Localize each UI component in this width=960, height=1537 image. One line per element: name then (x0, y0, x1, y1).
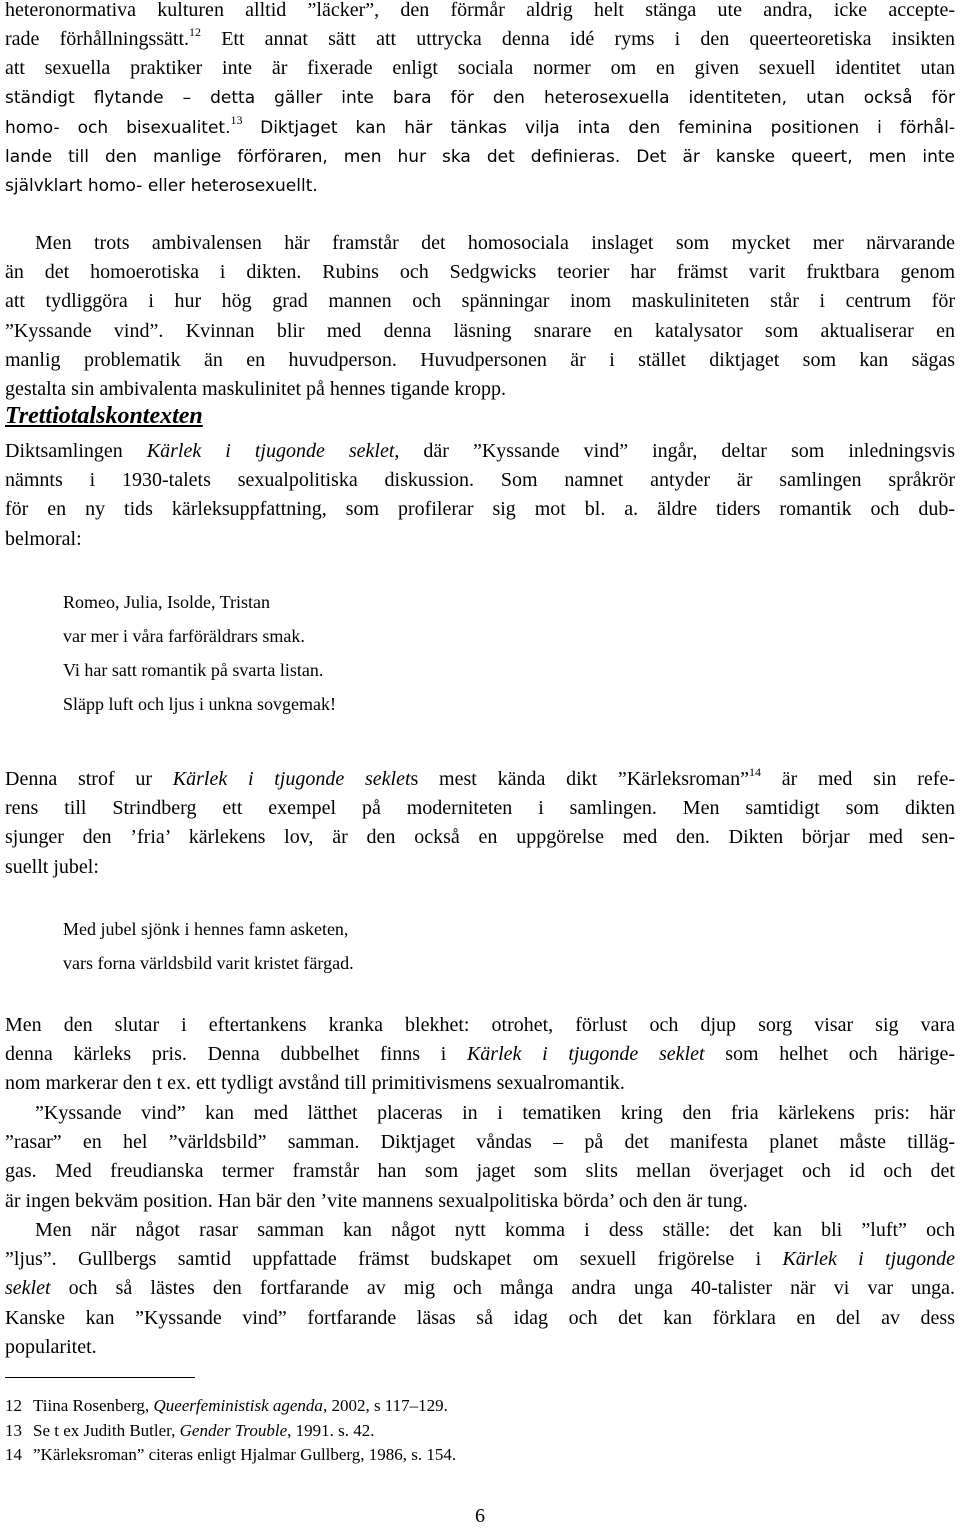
footnote-separator (5, 1377, 195, 1378)
text-line: Men den slutar i eftertankens kranka blekhet: otrohet, förlust och djup sorg visar sig vara (5, 1014, 955, 1036)
footnote-ref: 14 (748, 765, 761, 779)
text-line: är ingen bekväm position. Han bär den ’vite mannens sexualpolitiska börda’ och den är tung. (5, 1189, 748, 1212)
footnote-ref: 12 (189, 25, 202, 40)
book-title: Kärlek i tjugonde seklet (172, 768, 411, 790)
paragraph (5, 1011, 955, 1099)
text-span: som helhet och härige- (704, 1043, 955, 1066)
text-span: är med sin refe- (760, 768, 955, 790)
footnote-number: 12 (5, 1396, 22, 1415)
text-line (5, 25, 955, 54)
text-span: rade förhållningssätt. (5, 28, 190, 51)
text-line: rens till Strindberg ett exempel på moderniteten i samlingen. Men samtidigt som dikten (5, 797, 955, 820)
poem-line: Med jubel sjönk i hennes famn asketen, (63, 919, 349, 939)
text-span: Tiina Rosenberg, (33, 1396, 154, 1415)
text-line (5, 437, 955, 466)
text-span: ”Kärleksroman” citeras enligt Hjalmar Gullberg, 1986, s. 154. (33, 1445, 457, 1464)
text-span: homo- och bisexualitet. (5, 117, 231, 138)
text-line (5, 765, 955, 794)
text-span: s mest kända dikt ”Kärleksroman” (410, 768, 749, 790)
text-span: ”ljus”. Gullbergs samtid uppfattade främst budskapet om sexuell frigörelse i (5, 1248, 783, 1271)
text-line (5, 1245, 955, 1274)
text-line (5, 1274, 955, 1303)
footnotes (5, 1394, 456, 1468)
text-line: gas. Med freudianska termer framstår han som jaget som slits mellan överjaget och id och det (5, 1160, 955, 1183)
poem-line: var mer i våra farföräldrars smak. (63, 626, 305, 646)
paragraph (5, 1216, 955, 1362)
text-line: nom markerar den t ex. ett tydligt avstånd till primitivismens sexualromantik. (5, 1072, 625, 1095)
text-line: självklart homo- eller heterosexuellt. (5, 176, 318, 197)
footnote-number: 14 (5, 1445, 22, 1464)
text-line: Men när något rasar samman kan något nytt komma i dess ställe: det kan bli ”luft” och (35, 1219, 955, 1241)
text-span: denna kärleks pris. Denna dubbelhet finns i (5, 1043, 467, 1066)
footnote (5, 1443, 456, 1468)
book-title: Kärlek i tjugonde seklet (146, 440, 395, 462)
text-line: lande till den manlige förföraren, men hur ska det definieras. Det är kanske queert, men inte (5, 147, 955, 168)
text-span: , 1991. s. 42. (287, 1420, 375, 1440)
page-number: 6 (475, 1505, 485, 1527)
book-title: seklet (5, 1277, 51, 1300)
text-line: ”rasar” en hel ”världsbild” samman. Diktjaget våndas – på det manifesta planet måste tilläg- (5, 1131, 955, 1154)
paragraph (5, 0, 955, 201)
poem-quote (63, 585, 336, 721)
text-line: heteronormativa kulturen alltid ”läcker”, den förmår aldrig helt stänga ute andra, icke accepte- (5, 0, 955, 21)
poem-line: Vi har satt romantik på svarta listan. (63, 660, 324, 680)
text-line: suellt jubel: (5, 855, 99, 878)
footnote-ref: 13 (230, 112, 243, 127)
footnote-number: 13 (5, 1420, 22, 1440)
poem-line: Släpp luft och ljus i unkna sovgemak! (63, 694, 336, 714)
paragraph (5, 765, 955, 882)
book-title: Kärlek i tjugonde (782, 1248, 956, 1271)
text-span: , 2002, s 117–129. (322, 1396, 448, 1415)
text-line: att tydliggöra i hur hög grad mannen och spänningar inom maskuliniteten står i centrum för (5, 290, 955, 313)
book-title: Gender Trouble (179, 1420, 288, 1440)
text-line: för en ny tids kärleksuppfattning, som profilerar sig mot bl. a. äldre tiders romantik och dub- (5, 498, 955, 521)
footnote (5, 1419, 456, 1444)
paragraph (5, 1099, 955, 1216)
text-line: Kanske kan ”Kyssande vind” fortfarande läsas så idag och det kan förklara en del av dess (5, 1306, 955, 1329)
paragraph (5, 437, 955, 554)
text-line: manlig problematik än en huvudperson. Huvudpersonen är i stället diktjaget som kan sägas (5, 348, 955, 371)
text-span: Ett annat sätt att uttrycka denna idé ryms i den queerteoretiska insikten (221, 28, 956, 51)
section-heading: Trettiotalskontexten (5, 403, 203, 429)
text-line: gestalta sin ambivalenta maskulinitet på hennes tigande kropp. (5, 378, 506, 401)
poem-quote (63, 912, 354, 980)
text-line: sjunger den ’fria’ kärlekens lov, är den också en uppgörelse med den. Dikten börjar med sen- (5, 826, 955, 849)
text-span: Se t ex Judith Butler, (33, 1420, 180, 1440)
text-line: ”Kyssande vind”. Kvinnan blir med denna läsning snarare en katalysator som aktualiserar en (5, 319, 955, 342)
text-line (5, 113, 955, 143)
text-line: ständigt flytande – detta gäller inte bara för den heterosexuella identiteten, utan också för (5, 87, 955, 108)
text-line: ”Kyssande vind” kan med lätthet placeras in i tematiken kring den fria kärlekens pris: här (35, 1102, 955, 1124)
paragraph (5, 229, 955, 404)
book-title: Kärlek i tjugonde seklet (466, 1043, 705, 1066)
text-line: Men trots ambivalensen här framstår det homosociala inslaget som mycket mer närvarande (35, 232, 955, 254)
footnote (5, 1394, 456, 1419)
text-line: popularitet. (5, 1335, 97, 1358)
text-span: Diktsamlingen (5, 440, 147, 462)
poem-line: Romeo, Julia, Isolde, Tristan (63, 592, 271, 612)
poem-line: vars forna världsbild varit kristet färgad. (63, 953, 354, 973)
text-line: än det homoerotiska i dikten. Rubins och Sedgwicks teorier har främst varit fruktbara genom (5, 261, 955, 284)
book-title: Queerfeministisk agenda (153, 1396, 323, 1415)
text-span: , där ”Kyssande vind” ingår, deltar som inledningsvis (394, 440, 956, 462)
text-span: Denna strof ur (5, 768, 173, 790)
text-span: Diktjaget kan här tänkas vilja inta den feminina positionen i förhål- (260, 117, 956, 138)
text-span: och så lästes den fortfarande av mig och många andra unga 40-talister när vi var unga. (50, 1277, 955, 1300)
text-line: belmoral: (5, 527, 82, 550)
text-line (5, 1040, 955, 1069)
text-line: att sexuella praktiker inte är fixerade enligt sociala normer om en given sexuell identitet utan (5, 57, 955, 80)
text-line: nämnts i 1930-talets sexualpolitiska diskussion. Som namnet antyder är samlingen språkrör (5, 469, 955, 492)
